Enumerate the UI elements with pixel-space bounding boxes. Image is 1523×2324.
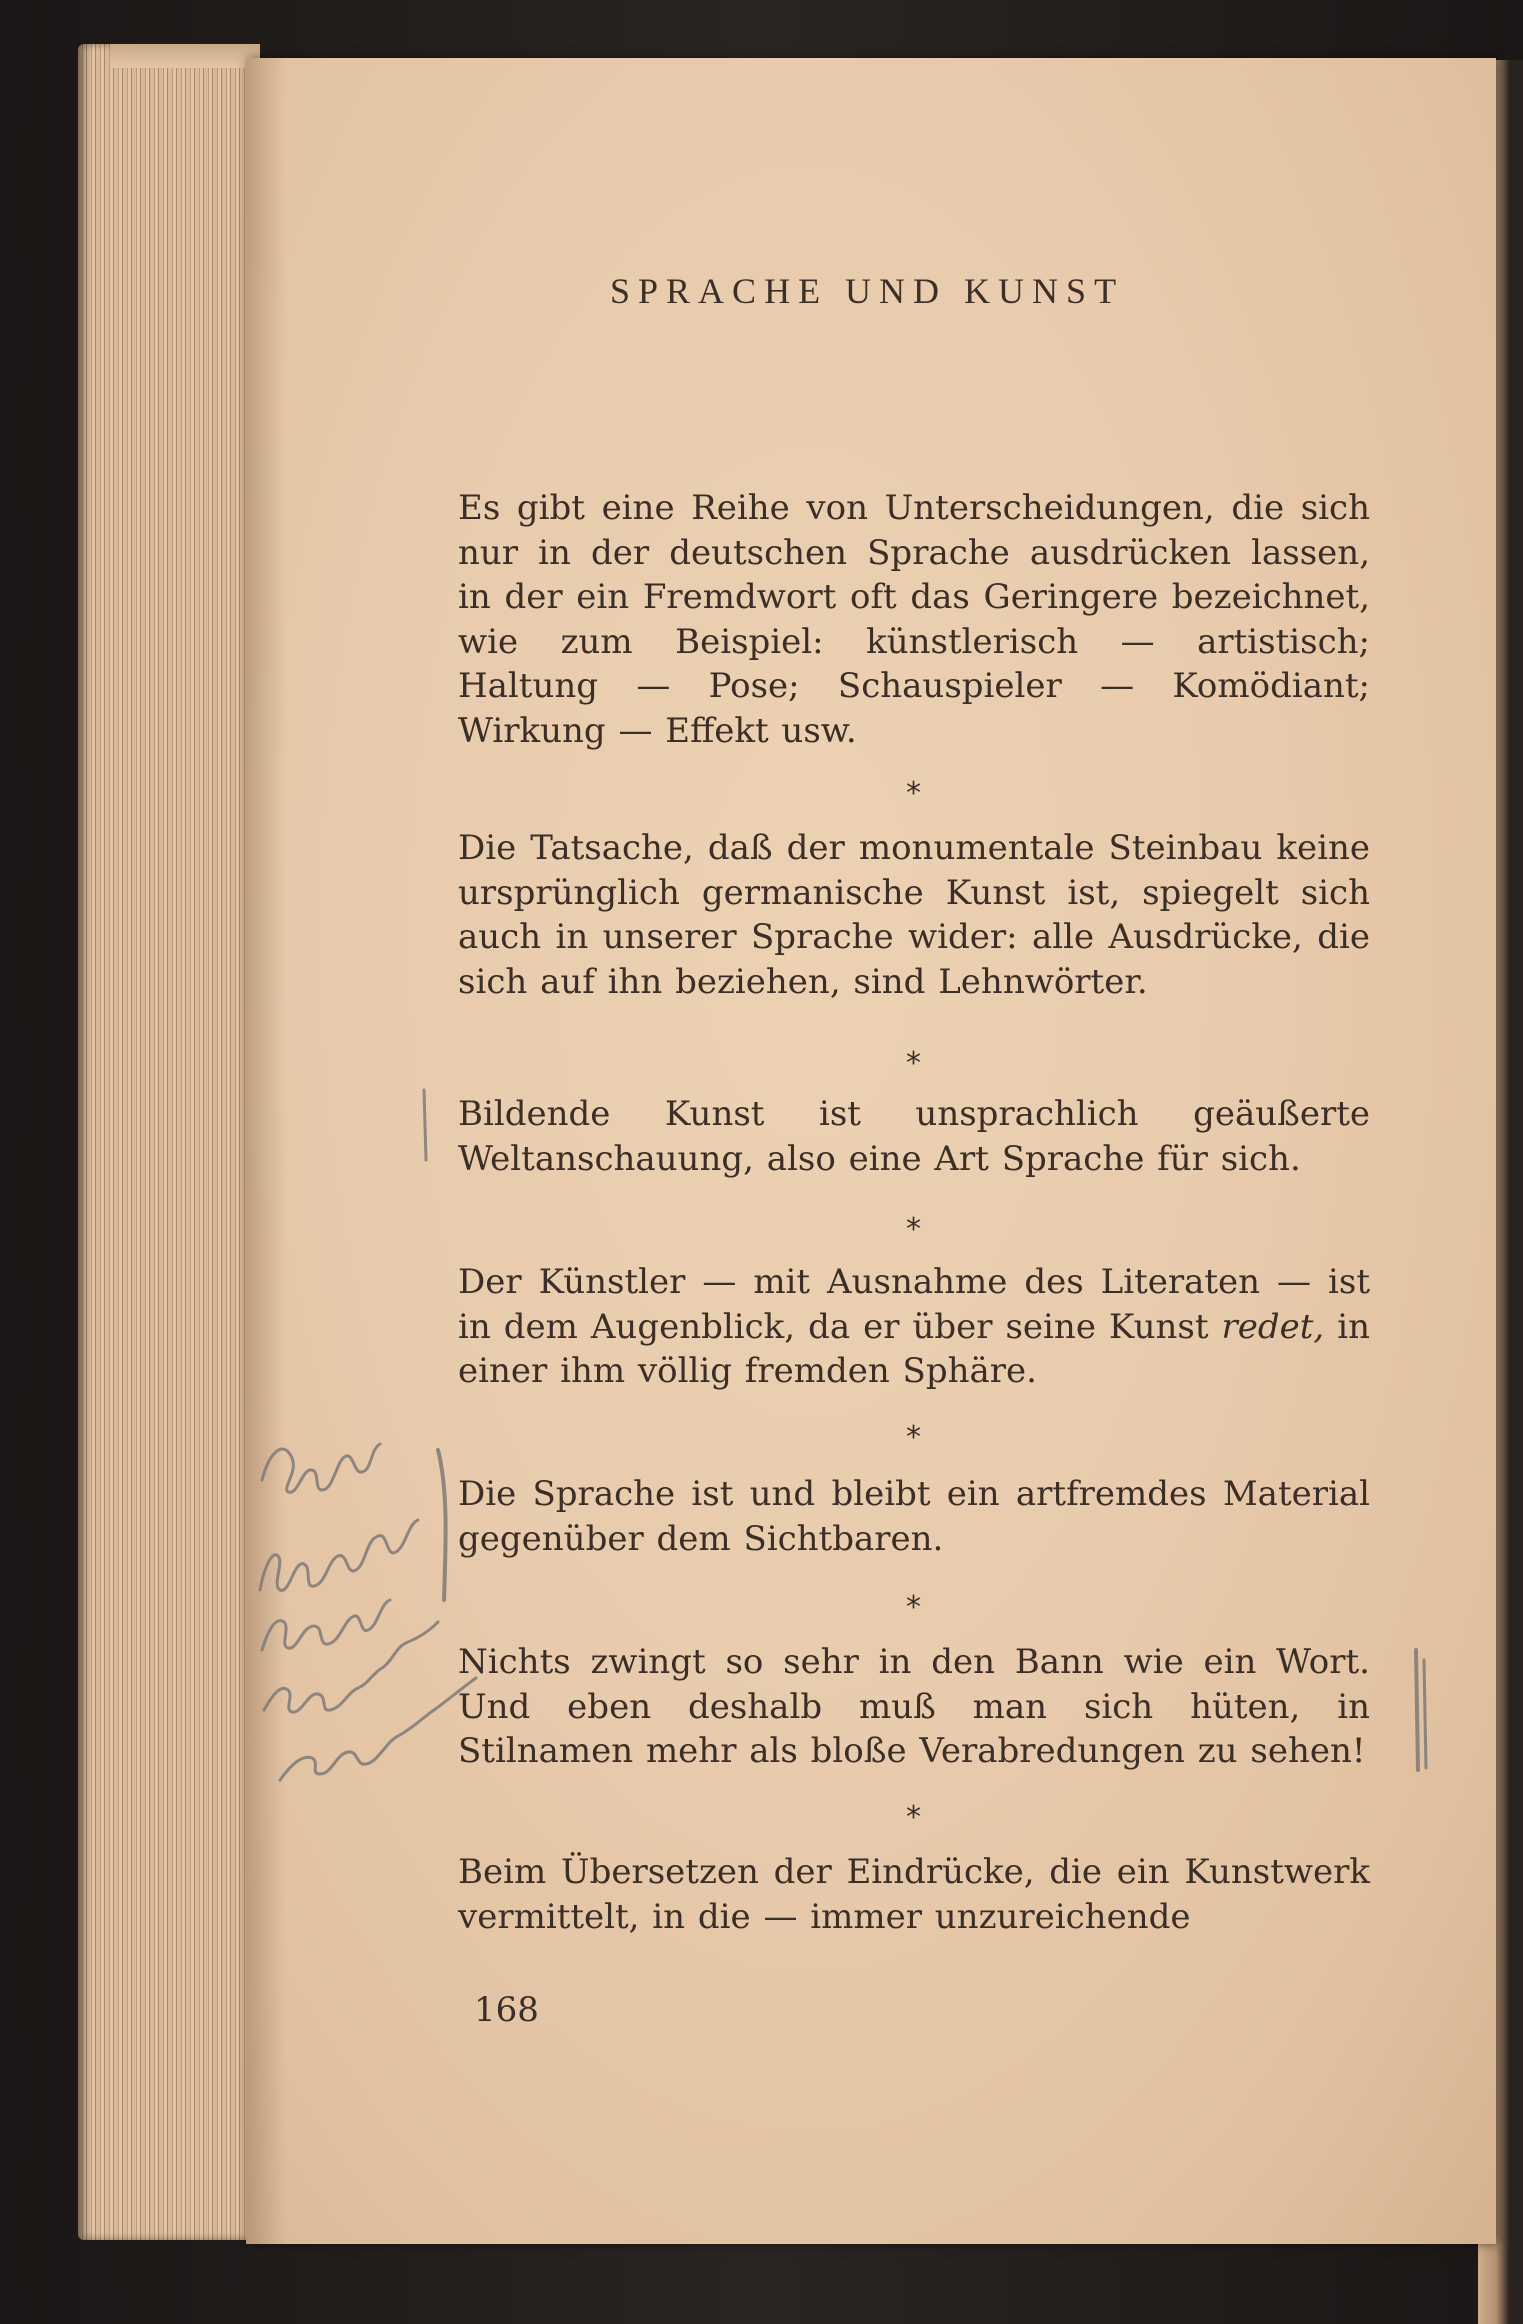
- paragraph-6-text: Nichts zwingt so sehr in den Bann wie ein Wort. Und eben deshalb muß man sich hüten, in Stilnamen mehr als bloße Verabredungen zu sehen!: [458, 1642, 1370, 1771]
- separator-star: *: [906, 1590, 921, 1625]
- page-header: SPRACHE UND KUNST: [610, 271, 1125, 311]
- paragraph-5-text: Die Sprache ist und bleibt ein artfremdes Material gegenüber dem Sichtbaren.: [458, 1474, 1370, 1559]
- paragraph-4-part-2: in einer ihm völlig fremden Sphäre.: [458, 1306, 1371, 1391]
- handwriting-line-4: [264, 1622, 438, 1712]
- paragraph-4-emphasis: redet,: [1221, 1306, 1325, 1347]
- paragraph-7-text: Beim Übersetzen der Eindrücke, die ein Kunstwerk vermittelt, in die — immer unzureichende: [458, 1852, 1370, 1937]
- handwriting-line-5: [280, 1678, 476, 1780]
- separator-star: *: [906, 1046, 921, 1081]
- margin-bracket: [438, 1450, 446, 1600]
- margin-line-right-2: [1424, 1660, 1426, 1768]
- margin-line-right-1: [1416, 1650, 1418, 1770]
- paragraph-3-text: Bildende Kunst ist unsprachlich geäußerte Weltanschauung, also eine Art Sprache für sich.: [458, 1094, 1370, 1179]
- margin-line-1: [424, 1090, 426, 1160]
- paragraph-1-text: Es gibt eine Reihe von Unterscheidungen, die sich nur in der deutschen Sprache ausdrücken lassen, in der ein Fremdwort oft das Geringere bezeichnet, wie zum Beispiel: künstlerisch — artistisch; Haltung — Pose; Schauspieler — Komödiant; Wirkung — Effekt usw.: [458, 488, 1370, 751]
- separator-star: *: [906, 1420, 921, 1455]
- handwriting-line-1: [262, 1444, 380, 1492]
- separator-star: *: [906, 1212, 921, 1247]
- handwriting-line-2: [260, 1520, 418, 1590]
- page-number: 168: [474, 1990, 539, 2030]
- handwriting-line-3: [262, 1600, 390, 1650]
- separator-star: *: [906, 776, 921, 811]
- paragraph-2-text: Die Tatsache, daß der monumentale Steinbau keine ursprünglich germanische Kunst ist, spiegelt sich auch in unserer Sprache wider: alle Ausdrücke, die sich auf ihn beziehen, sind Lehnwörter.: [458, 828, 1370, 1002]
- separator-star: *: [906, 1800, 921, 1835]
- paragraph-4-part-1: Der Künstler — mit Ausnahme des Literaten — ist in dem Augenblick, da er über seine Kunst: [458, 1262, 1370, 1347]
